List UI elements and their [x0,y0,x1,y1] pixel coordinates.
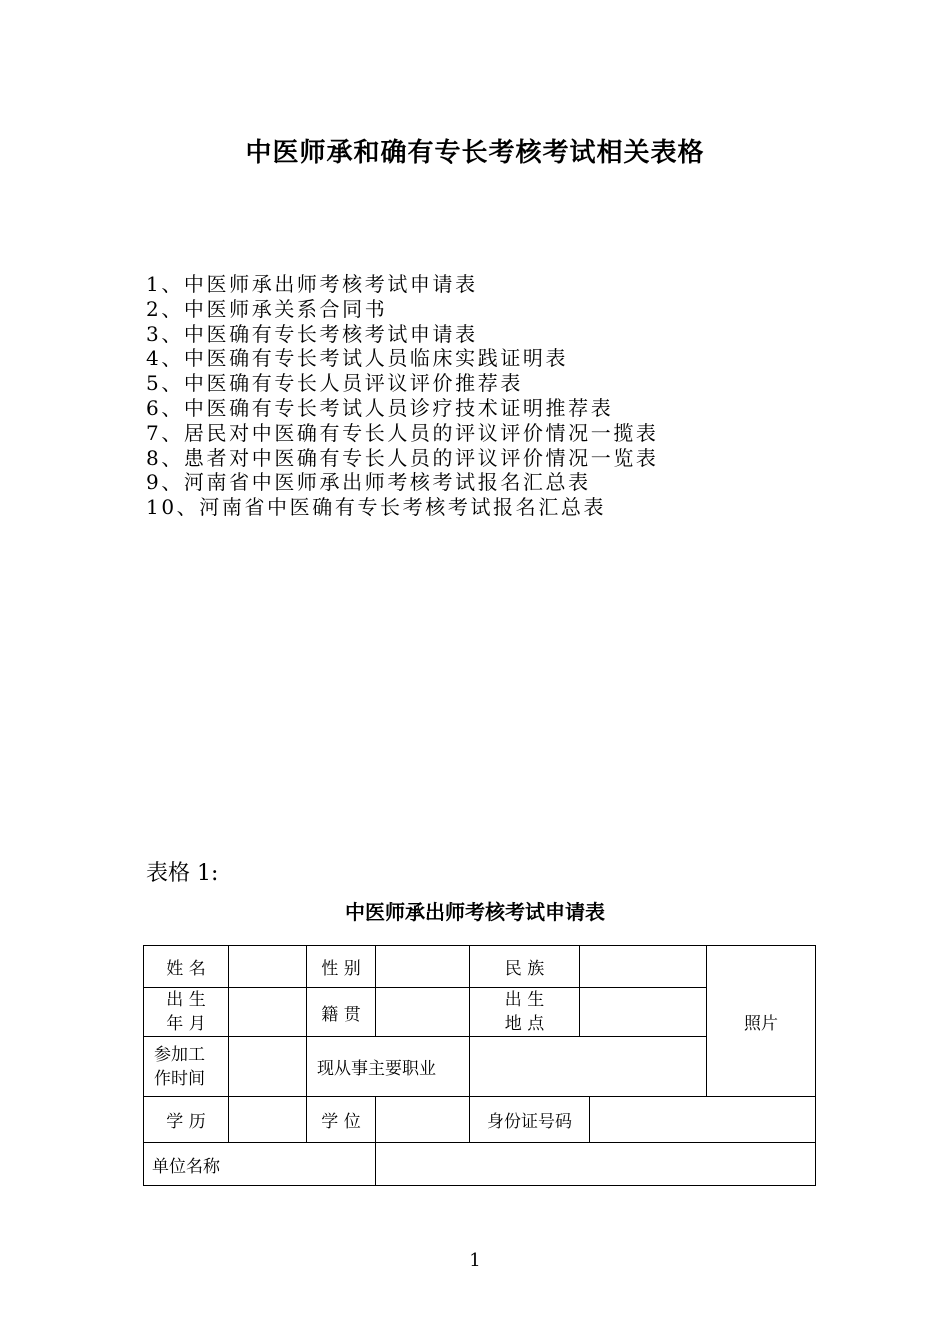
native-place-label: 籍 贯 [321,1004,361,1025]
education-label: 学 历 [166,1112,206,1132]
native-place-value[interactable] [376,988,469,1036]
toc-item: 9、河南省中医师承出师考核考试报名汇总表 [146,470,591,495]
ethnicity-value[interactable] [580,946,706,987]
id-number-label: 身份证号码 [487,1112,572,1132]
toc-item: 7、居民对中医确有专长人员的评议评价情况一揽表 [146,420,659,445]
degree-value[interactable] [376,1097,469,1142]
toc-item: 10、河南省中医确有专长考核考试报名汇总表 [146,495,607,520]
document-title: 中医师承和确有专长考核考试相关表格 [245,138,705,168]
table-border-bottom [143,1185,816,1186]
birth-date-label: 出 生 年 月 [166,990,206,1034]
work-start-label: 参加工 作时间 [154,1044,205,1089]
occupation-label: 现从事主要职业 [317,1059,436,1079]
birth-date-value[interactable] [229,988,306,1036]
photo-cell: 照片 [744,1013,778,1034]
toc-item: 1、中医师承出师考核考试申请表 [146,272,478,296]
table-of-contents [146,272,659,520]
application-form-table [143,945,816,1186]
work-start-value[interactable] [229,1037,306,1096]
id-number-value[interactable] [590,1097,815,1142]
name-value[interactable] [229,946,306,987]
gender-value[interactable] [376,946,469,987]
toc-item: 5、中医确有专长人员评议评价推荐表 [146,371,523,396]
name-label: 姓 名 [166,959,206,979]
birth-place-value[interactable] [580,988,706,1036]
gender-label: 性 别 [321,959,361,979]
form-label: 表格 1: [146,861,219,886]
toc-item: 2、中医师承关系合同书 [146,296,388,321]
toc-item: 8、患者对中医确有专长人员的评议评价情况一览表 [146,445,659,470]
degree-label: 学 位 [321,1112,361,1132]
employer-label: 单位名称 [152,1156,220,1177]
page-number: 1 [469,1250,481,1271]
employer-value[interactable] [376,1143,815,1185]
education-value[interactable] [229,1097,306,1142]
table-border-right [815,945,816,1186]
occupation-value[interactable] [470,1037,706,1096]
toc-item: 6、中医确有专长考试人员诊疗技术证明推荐表 [146,395,614,420]
toc-item: 4、中医确有专长考试人员临床实践证明表 [146,346,569,371]
birth-place-label: 出 生 地 点 [504,990,545,1034]
ethnicity-label: 民 族 [504,959,545,979]
toc-item: 3、中医确有专长考核考试申请表 [146,321,478,346]
form-title: 中医师承出师考核考试申请表 [345,900,605,924]
